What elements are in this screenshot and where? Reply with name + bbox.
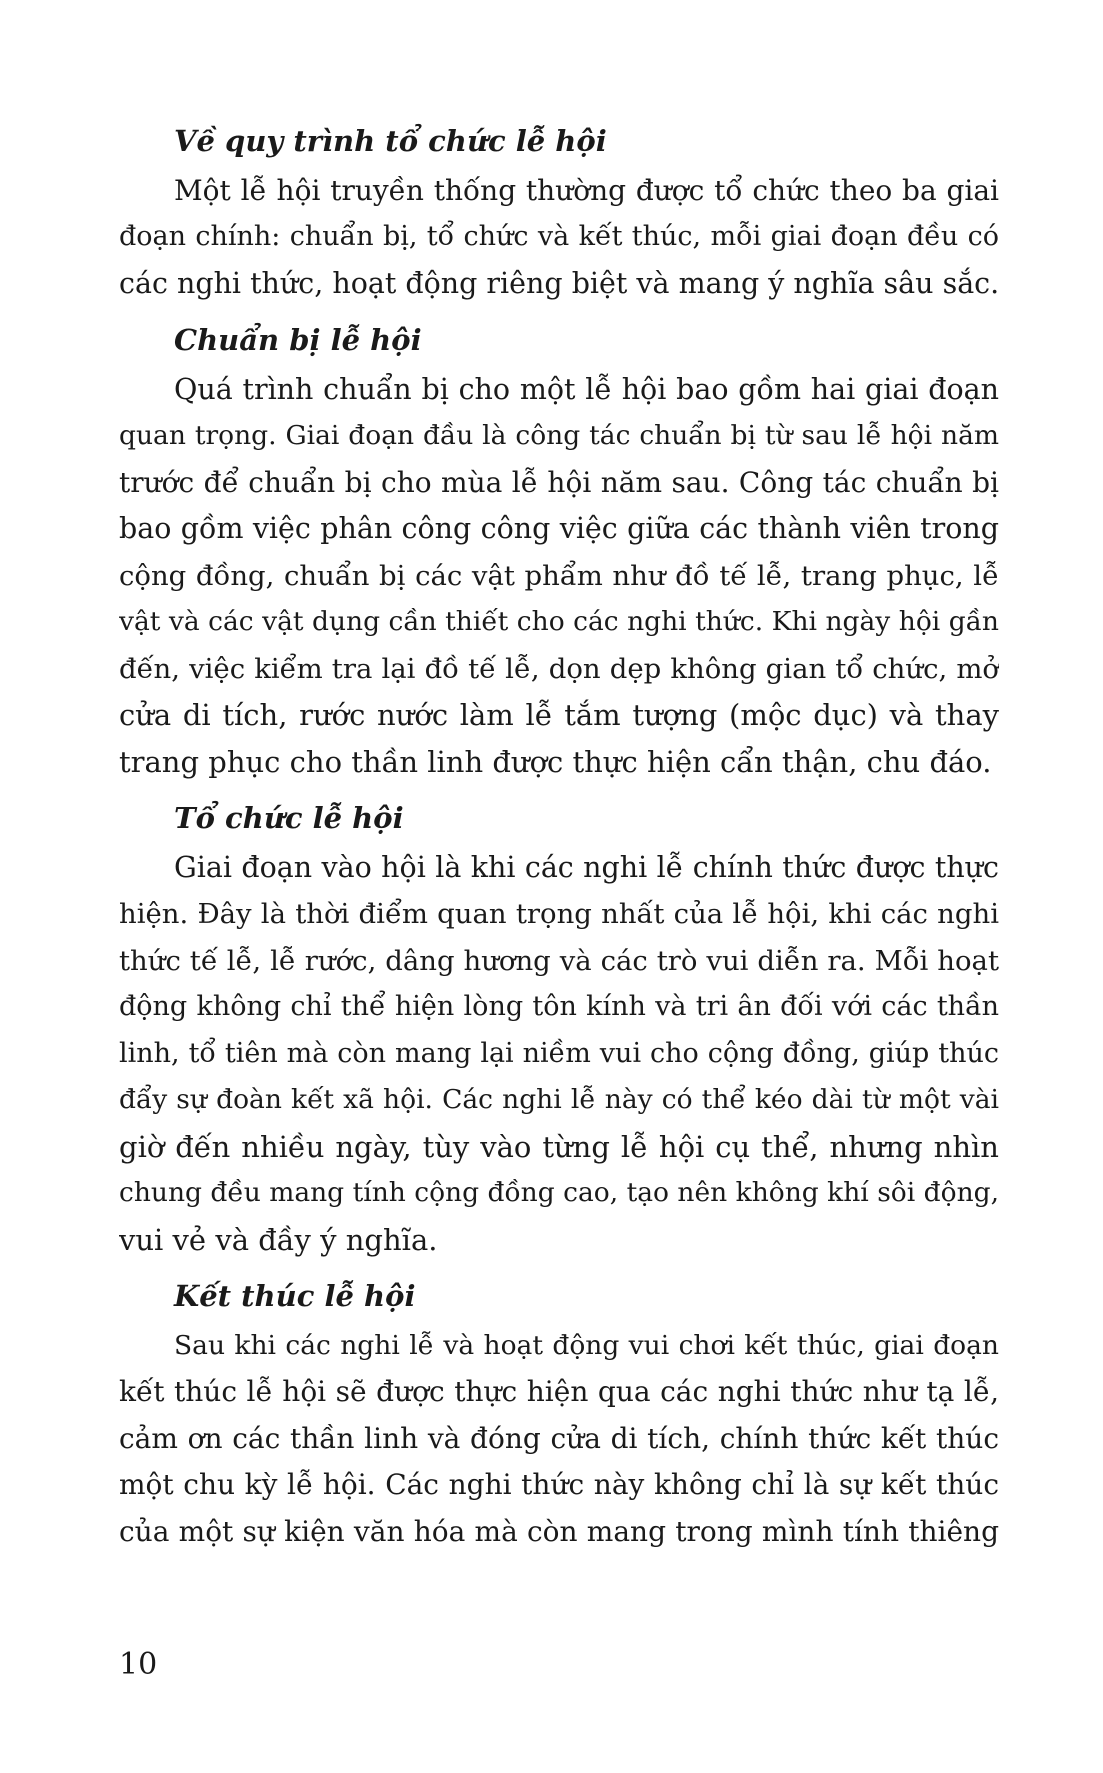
text-line: kết thúc lễ hội sẽ được thực hiện qua các nghi thức như tạ lễ, xyxy=(119,1375,999,1408)
text-line: thức tế lễ, lễ rước, dâng hương và các trò vui diễn ra. Mỗi hoạt xyxy=(119,944,999,977)
text-line: trước để chuẩn bị cho mùa lễ hội năm sau. Công tác chuẩn bị xyxy=(119,465,999,499)
page-body xyxy=(119,118,999,1565)
paragraph xyxy=(119,845,999,1264)
section-chuan-bi xyxy=(119,317,999,785)
page-number: 10 xyxy=(119,1647,158,1682)
text-line: vật và các vật dụng cần thiết cho các nghi thức. Khi ngày hội gần xyxy=(119,606,999,637)
text-line: giờ đến nhiều ngày, tùy vào từng lễ hội cụ thể, nhưng nhìn xyxy=(119,1129,999,1164)
text-line: chung đều mang tính cộng đồng cao, tạo nên không khí sôi động, xyxy=(119,1177,999,1208)
text-line: cảm ơn các thần linh và đóng cửa di tích, chính thức kết thúc xyxy=(119,1421,999,1455)
text-line: Một lễ hội truyền thống thường được tổ chức theo ba giai xyxy=(174,173,999,207)
text-line: quan trọng. Giai đoạn đầu là công tác chuẩn bị từ sau lễ hội năm xyxy=(119,420,999,451)
section-heading: Tổ chức lễ hội xyxy=(174,801,404,835)
text-line: của một sự kiện văn hóa mà còn mang trong mình tính thiêng xyxy=(119,1514,999,1548)
text-line: hiện. Đây là thời điểm quan trọng nhất của lễ hội, khi các nghi xyxy=(119,898,999,930)
section-heading: Về quy trình tổ chức lễ hội xyxy=(174,124,607,158)
text-line: Sau khi các nghi lễ và hoạt động vui chơi kết thúc, giai đoạn xyxy=(174,1329,999,1361)
text-line: cộng đồng, chuẩn bị các vật phẩm như đồ tế lễ, trang phục, lễ xyxy=(119,559,999,592)
paragraph xyxy=(119,367,999,786)
section-heading: Kết thúc lễ hội xyxy=(174,1279,416,1313)
text-line: đoạn chính: chuẩn bị, tổ chức và kết thúc, mỗi giai đoạn đều có xyxy=(119,221,999,252)
text-line: Giai đoạn vào hội là khi các nghi lễ chính thức được thực xyxy=(174,850,999,884)
text-line: đẩy sự đoàn kết xã hội. Các nghi lễ này có thể kéo dài từ một vài xyxy=(119,1084,999,1115)
text-line: vui vẻ và đầy ý nghĩa. xyxy=(119,1222,438,1257)
text-line: bao gồm việc phân công công việc giữa các thành viên trong xyxy=(119,512,999,545)
text-line: linh, tổ tiên mà còn mang lại niềm vui cho cộng đồng, giúp thúc xyxy=(119,1037,999,1069)
text-line: trang phục cho thần linh được thực hiện cẩn thận, chu đáo. xyxy=(119,744,992,779)
text-line: động không chỉ thể hiện lòng tôn kính và tri ân đối với các thần xyxy=(119,991,999,1022)
text-line: các nghi thức, hoạt động riêng biệt và mang ý nghĩa sâu sắc. xyxy=(119,266,999,300)
text-line: Quá trình chuẩn bị cho một lễ hội bao gồm hai giai đoạn xyxy=(174,372,999,406)
text-line: cửa di tích, rước nước làm lễ tắm tượng (mộc dục) và thay xyxy=(119,698,999,732)
paragraph xyxy=(119,1323,999,1556)
paragraph xyxy=(119,168,999,308)
section-ket-thuc xyxy=(119,1273,999,1555)
text-line: một chu kỳ lễ hội. Các nghi thức này không chỉ là sự kết thúc xyxy=(119,1468,999,1501)
section-quy-trinh xyxy=(119,118,999,307)
section-heading: Chuẩn bị lễ hội xyxy=(174,323,422,357)
text-line: đến, việc kiểm tra lại đồ tế lễ, dọn dẹp không gian tổ chức, mở xyxy=(119,652,999,685)
section-to-chuc xyxy=(119,795,999,1263)
